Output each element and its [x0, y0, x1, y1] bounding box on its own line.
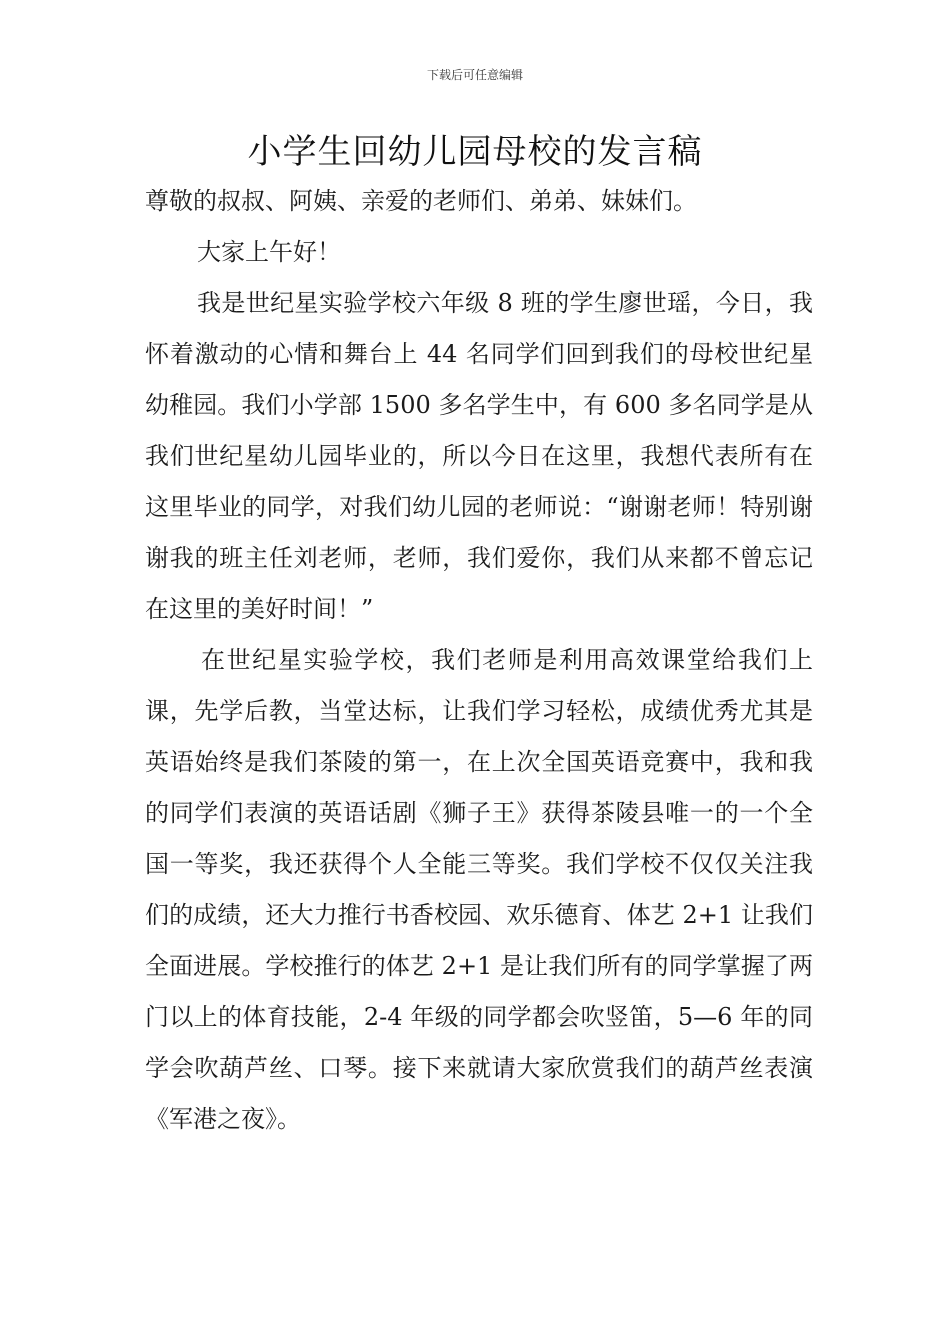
salutation-line: 尊敬的叔叔、阿姨、亲爱的老师们、弟弟、妹妹们。 [145, 187, 697, 215]
introduction-paragraph: 我是世纪星实验学校六年级 8 班的学生廖世瑶，今日，我怀着激动的心情和舞台上 44 名同学们回到我们的母校世纪星幼稚园。我们小学部 1500 多名学生中，有 600 多名同学是从我们世纪星幼儿园毕业的，所以今日在这里，我想代表所有在这里毕业的同学，对我们幼儿园的老师说：“谢谢老师！特别谢谢我的班主任刘老师，老师，我们爱你，我们从来都不曾忘记在这里的美好时间！” [145, 289, 813, 623]
document-title: 小学生回幼儿园母校的发言稿 [247, 132, 703, 172]
document-body [145, 176, 813, 1145]
page-header-note: 下载后可任意编辑 [426, 68, 523, 82]
school-paragraph: 在世纪星实验学校，我们老师是利用高效课堂给我们上课，先学后教，当堂达标，让我们学习轻松，成绩优秀尤其是英语始终是我们茶陵的第一，在上次全国英语竞赛中，我和我的同学们表演的英语话剧《狮子王》获得茶陵县唯一的一个全国一等奖，我还获得个人全能三等奖。我们学校不仅仅关注我们的成绩，还大力推行书香校园、欢乐德育、体艺 2+1 让我们全面进展。学校推行的体艺 2+1 是让我们所有的同学掌握了两门以上的体育技能，2-4 年级的同学都会吹竖笛，5—6 年的同学会吹葫芦丝、口琴。接下来就请大家欣赏我们的葫芦丝表演《军港之夜》。 [145, 646, 813, 1133]
greeting-paragraph: 大家上午好！ [197, 238, 341, 266]
